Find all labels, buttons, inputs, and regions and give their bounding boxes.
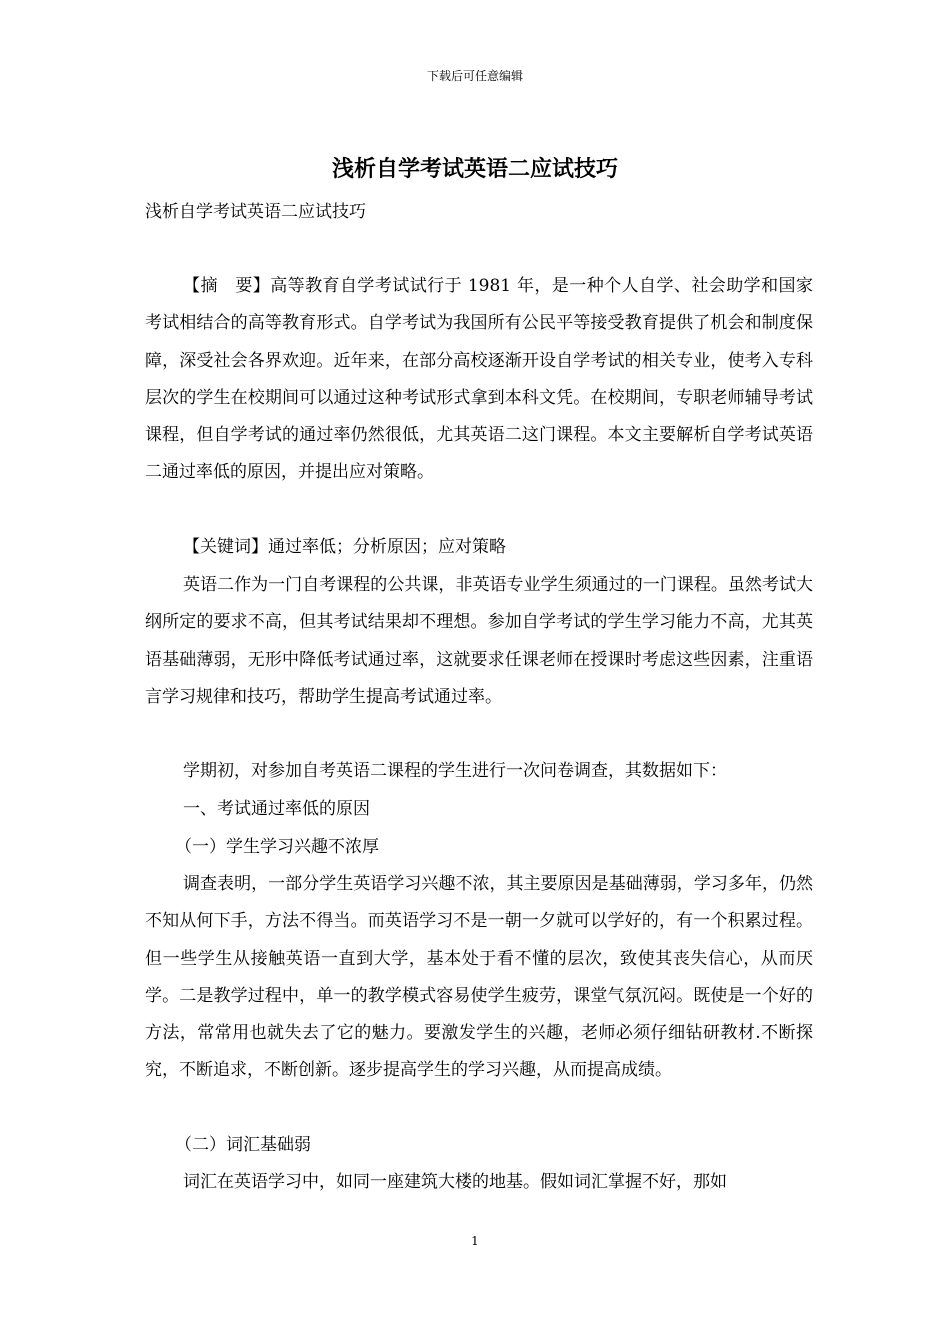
vocabulary-paragraph: 词汇在英语学习中，如同一座建筑大楼的地基。假如词汇掌握不好，那如: [183, 1172, 727, 1192]
subsection-heading-2: （二）词汇基础弱: [175, 1135, 311, 1155]
abstract-paragraph: 【摘 要】高等教育自学考试试行于 1981 年，是一种个人自学、社会助学和国家考试相结合的高等教育形式。自学考试为我国所有公民平等接受教育提供了机会和制度保障，深受社会各界欢迎。近年来，在部分高校逐渐开设自学考试的相关专业，使考入专科层次的学生在校期间可以通过这种考试形式拿到本科文凭。在校期间，专职老师辅导考试课程，但自学考试的通过率仍然很低，尤其英语二这门课程。本文主要解析自学考试英语二通过率低的原因，并提出应对策略。: [145, 276, 813, 483]
page-number: 1: [471, 1234, 479, 1248]
keywords-paragraph: 【关键词】通过率低；分析原因；应对策略: [183, 537, 506, 557]
survey-paragraph: 学期初，对参加自考英语二课程的学生进行一次问卷调查，其数据如下：: [183, 761, 727, 781]
header-note: 下载后可任意编辑: [426, 69, 523, 83]
intro-paragraph: 英语二作为一门自考课程的公共课，非英语专业学生须通过的一门课程。虽然考试大纲所定的要求不高，但其考试结果却不理想。参加自学考试的学生学习能力不高，尤其英语基础薄弱，无形中降低考试通过率，这就要求任课老师在授课时考虑这些因素，注重语言学习规律和技巧，帮助学生提高考试通过率。: [145, 575, 813, 707]
subsection-heading-1: （一）学生学习兴趣不浓厚: [175, 837, 379, 857]
section-heading-1: 一、考试通过率低的原因: [183, 799, 370, 819]
interest-paragraph: 调查表明，一部分学生英语学习兴趣不浓，其主要原因是基础薄弱，学习多年，仍然不知从何下手，方法不得当。而英语学习不是一朝一夕就可以学好的，有一个积累过程。但一些学生从接触英语一直到大学，基本处于看不懂的层次，致使其丧失信心，从而厌学。二是教学过程中，单一的教学模式容易使学生疲劳，课堂气氛沉闷。既使是一个好的方法，常常用也就失去了它的魅力。要激发学生的兴趣，老师必须仔细钻研教材.不断探究，不断追求，不断创新。逐步提高学生的学习兴趣，从而提高成绩。: [145, 874, 813, 1081]
document-subtitle: 浅析自学考试英语二应试技巧: [145, 202, 366, 222]
document-title: 浅析自学考试英语二应试技巧: [331, 156, 618, 182]
